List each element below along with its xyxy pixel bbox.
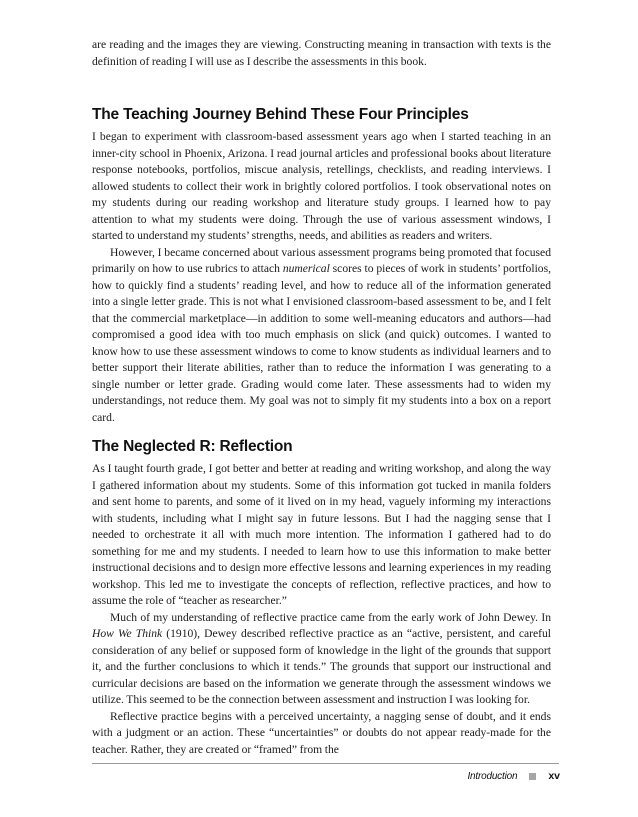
book-title-how-we-think: How We Think bbox=[92, 627, 163, 640]
paragraph-concern bbox=[92, 245, 551, 427]
intro-paragraph: are reading and the images they are viewing. Constructing meaning in transaction with texts is the definition of reading I will use as I describe the assessments in this book. bbox=[92, 38, 551, 68]
footer-divider bbox=[92, 763, 559, 764]
paragraph-dewey bbox=[92, 610, 551, 709]
section-heading-teaching-journey: The Teaching Journey Behind These Four Principles bbox=[92, 106, 469, 123]
paragraph-experiment: I began to experiment with classroom-based assessment years ago when I started teaching in an inner-city school in Phoenix, Arizona. I read journal articles and professional books about literature response notebooks, portfolios, miscue analysis, retellings, checklists, and reading interviews. I allowed students to collect their work in brightly colored portfolios. I took observational notes on my students during our reading workshop and literature study groups. I learned how to pay attention to what my students were doing. Through the use of various assessment windows, I started to understand my students’ strengths, needs, and abilities as readers and writers. bbox=[92, 130, 551, 242]
paragraph-reflective-practice: Reflective practice begins with a perceived uncertainty, a nagging sense of doubt, and it ends with a judgment or an action. These “uncertainties” or doubts do not appear ready-made for the teacher. Rather, they are created or “framed” from the bbox=[92, 709, 551, 756]
square-bullet-icon bbox=[529, 773, 536, 780]
section-neglected-reflection bbox=[92, 438, 551, 758]
section-teaching-journey bbox=[92, 106, 551, 426]
paragraph-concern-text-b: scores to pieces of work in students’ portfolios, how to quickly find a students’ reading level, and how to reduce all of the information generated into a single letter grade. This is not what I envisioned classroom-based assessment to be, and I felt that the commercial marketplace—in addition to some well-meaning educators and authors—had compromised a good idea with too much emphasis on slick (and quick) outcomes. I wanted to know how to use these assessment windows to come to know students as individual learners and to better support their literate abilities, rather than to reduce the information I was generating to a single number or letter grade. Grading would come later. These assessments had to widen my understandings, not reduce them. My goal was not to simply fit my students into a box on a report card. bbox=[92, 262, 552, 424]
emphasis-numerical: numerical bbox=[282, 262, 330, 275]
paragraph-concern-text-a: However, I became concerned about various assessment programs being promoted that focused primarily on how to use rubrics to attach bbox=[92, 245, 551, 275]
section-heading-neglected-reflection: The Neglected R: Reflection bbox=[92, 438, 293, 455]
paragraph-fourth-grade: As I taught fourth grade, I got better and better at reading and writing workshop, and along the way I gathered information about my students. Some of this information got tucked in manila folders and sent home to parents, and some of it lived on in my head, vaguely informing my interactions with students, including what I might say in future lessons. But I had the nagging sense that I needed to orchestrate it all with much more intention. The information I gathered had to do something for me and my students. I needed to learn how to use this information to make better instructional decisions and to design more effective lessons and learning experiences in my reading workshop. This led me to investigate the concepts of reflection, reflective practices, and how to assume the role of “teacher as researcher.” bbox=[92, 462, 551, 607]
intro-block bbox=[92, 37, 551, 70]
page-footer bbox=[467, 770, 560, 782]
footer-section-label: Introduction bbox=[467, 770, 518, 782]
paragraph-dewey-text-b: (1910), Dewey described reflective practice as an “active, persistent, and careful consideration of any belief or supposed form of knowledge in the light of the grounds that support it, and the further conclusions to which it tends.” The grounds that support our instructional and curricular decisions are based on the information we generate through the assessment windows we utilize. This seemed to be the connection between assessment and instruction I was looking for. bbox=[92, 627, 551, 706]
paragraph-dewey-text-a: Much of my understanding of reflective practice came from the early work of John Dewey. In bbox=[110, 610, 551, 624]
page-number: xv bbox=[548, 770, 560, 782]
